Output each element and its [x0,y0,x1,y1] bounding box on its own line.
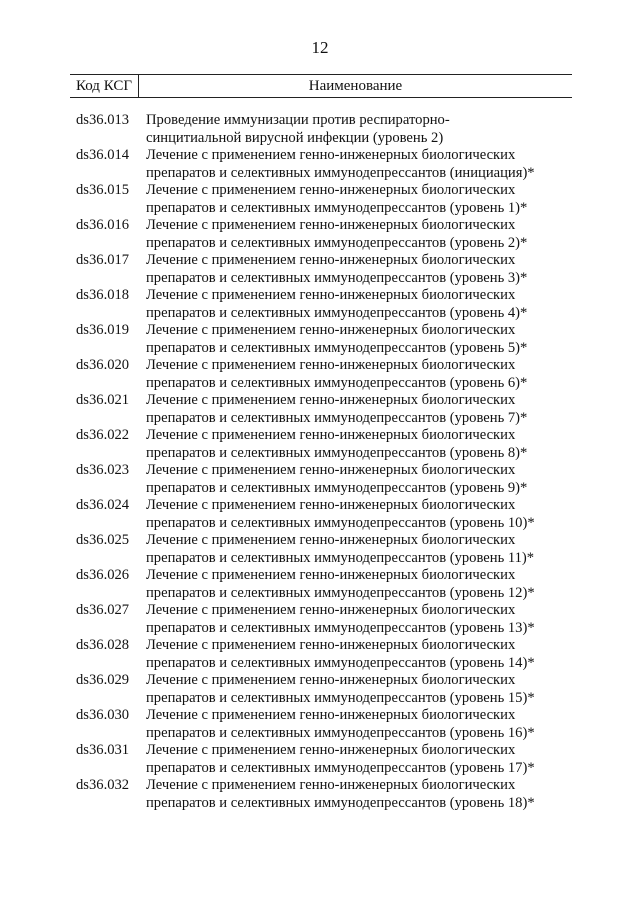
row-name-line: Лечение с применением генно-инженерных биологических [146,602,516,618]
row-name-line: Лечение с применением генно-инженерных биологических [146,777,516,793]
row-name-line: Лечение с применением генно-инженерных биологических [146,147,516,163]
row-name-line: препаратов и селективных иммунодепрессантов (уровень 3)* [146,269,528,286]
row-name [146,532,576,567]
row-name-line: Лечение с применением генно-инженерных биологических [146,322,516,338]
table-row [76,567,576,602]
table-row [76,357,576,392]
table-row [76,637,576,672]
row-name [146,252,576,287]
row-name-line: Лечение с применением генно-инженерных биологических [146,497,516,513]
row-name-line: Лечение с применением генно-инженерных биологических [146,182,516,198]
row-name [146,567,576,602]
row-name-line: Лечение с применением генно-инженерных биологических [146,567,516,583]
row-name [146,602,576,637]
table-row [76,182,576,217]
row-name-line: препаратов и селективных иммунодепрессантов (уровень 7)* [146,409,528,426]
table-header [70,74,572,98]
row-code: ds36.026 [76,567,130,583]
row-name-line: синцитиальной вирусной инфекции (уровень 2) [146,129,444,146]
row-name [146,392,576,427]
row-code: ds36.018 [76,287,130,303]
row-name-line: препаратов и селективных иммунодепрессантов (уровень 5)* [146,339,528,356]
row-name-line: Лечение с применением генно-инженерных биологических [146,357,516,373]
row-name-line: препаратов и селективных иммунодепрессантов (уровень 11)* [146,549,535,566]
row-code: ds36.022 [76,427,130,443]
row-code: ds36.023 [76,462,130,478]
row-name-line: Лечение с применением генно-инженерных биологических [146,287,516,303]
row-code: ds36.024 [76,497,130,513]
header-name: Наименование [308,78,403,94]
row-name [146,427,576,462]
table-row [76,392,576,427]
row-code: ds36.028 [76,637,130,653]
row-name-line: Лечение с применением генно-инженерных биологических [146,462,516,478]
table-row [76,462,576,497]
row-code: ds36.016 [76,217,130,233]
row-name [146,147,576,182]
row-name [146,217,576,252]
row-name-line: препаратов и селективных иммунодепрессантов (уровень 18)* [146,794,535,811]
table-row [76,777,576,812]
row-code: ds36.031 [76,742,130,758]
table-row [76,252,576,287]
row-name-line: Лечение с применением генно-инженерных биологических [146,742,516,758]
table-row [76,532,576,567]
table-row [76,427,576,462]
table-row [76,742,576,777]
row-name-line: препаратов и селективных иммунодепрессантов (уровень 17)* [146,759,535,776]
row-code: ds36.025 [76,532,130,548]
row-name-line: препаратов и селективных иммунодепрессантов (уровень 9)* [146,479,528,496]
row-name [146,322,576,357]
row-name-line: препаратов и селективных иммунодепрессантов (уровень 6)* [146,374,528,391]
table-row [76,602,576,637]
row-name-line: Лечение с применением генно-инженерных биологических [146,217,516,233]
row-name [146,112,576,147]
row-name-line: препаратов и селективных иммунодепрессантов (уровень 8)* [146,444,528,461]
row-name [146,287,576,322]
row-name-line: препаратов и селективных иммунодепрессантов (уровень 2)* [146,234,528,251]
row-name [146,777,576,812]
row-code: ds36.020 [76,357,130,373]
row-name-line: препаратов и селективных иммунодепрессантов (уровень 1)* [146,199,528,216]
table-row [76,217,576,252]
row-code: ds36.013 [76,112,130,128]
row-name-line: препаратов и селективных иммунодепрессантов (уровень 15)* [146,689,535,706]
row-code: ds36.029 [76,672,130,688]
row-name-line: Лечение с применением генно-инженерных биологических [146,637,516,653]
row-name-line: препаратов и селективных иммунодепрессантов (уровень 13)* [146,619,535,636]
row-code: ds36.021 [76,392,130,408]
row-code: ds36.030 [76,707,130,723]
row-name-line: Лечение с применением генно-инженерных биологических [146,672,516,688]
row-name-line: Лечение с применением генно-инженерных биологических [146,392,516,408]
row-name-line: препаратов и селективных иммунодепрессантов (инициация)* [146,164,535,181]
row-name-line: препаратов и селективных иммунодепрессантов (уровень 12)* [146,584,535,601]
row-code: ds36.014 [76,147,130,163]
table-body [76,112,576,812]
page-number: 12 [311,38,329,57]
row-name-line: Проведение иммунизации против респираторно- [146,112,450,128]
row-name-line: препаратов и селективных иммунодепрессантов (уровень 14)* [146,654,535,671]
table-row [76,287,576,322]
row-name-line: Лечение с применением генно-инженерных биологических [146,427,516,443]
row-code: ds36.027 [76,602,130,618]
row-code: ds36.015 [76,182,130,198]
row-name-line: препаратов и селективных иммунодепрессантов (уровень 10)* [146,514,535,531]
table-row [76,497,576,532]
row-name-line: Лечение с применением генно-инженерных биологических [146,707,516,723]
row-name-line: препаратов и селективных иммунодепрессантов (уровень 4)* [146,304,528,321]
row-name [146,742,576,777]
row-name-line: Лечение с применением генно-инженерных биологических [146,532,516,548]
row-code: ds36.017 [76,252,130,268]
row-name [146,462,576,497]
row-code: ds36.032 [76,777,130,793]
table-row [76,112,576,147]
row-code: ds36.019 [76,322,130,338]
row-name [146,357,576,392]
row-name [146,637,576,672]
table-row [76,672,576,707]
table-row [76,707,576,742]
table-row [76,322,576,357]
table-row [76,147,576,182]
row-name-line: Лечение с применением генно-инженерных биологических [146,252,516,268]
row-name [146,672,576,707]
row-name-line: препаратов и селективных иммунодепрессантов (уровень 16)* [146,724,535,741]
header-code: Код КСГ [70,75,139,97]
row-name [146,707,576,742]
row-name [146,497,576,532]
row-name [146,182,576,217]
